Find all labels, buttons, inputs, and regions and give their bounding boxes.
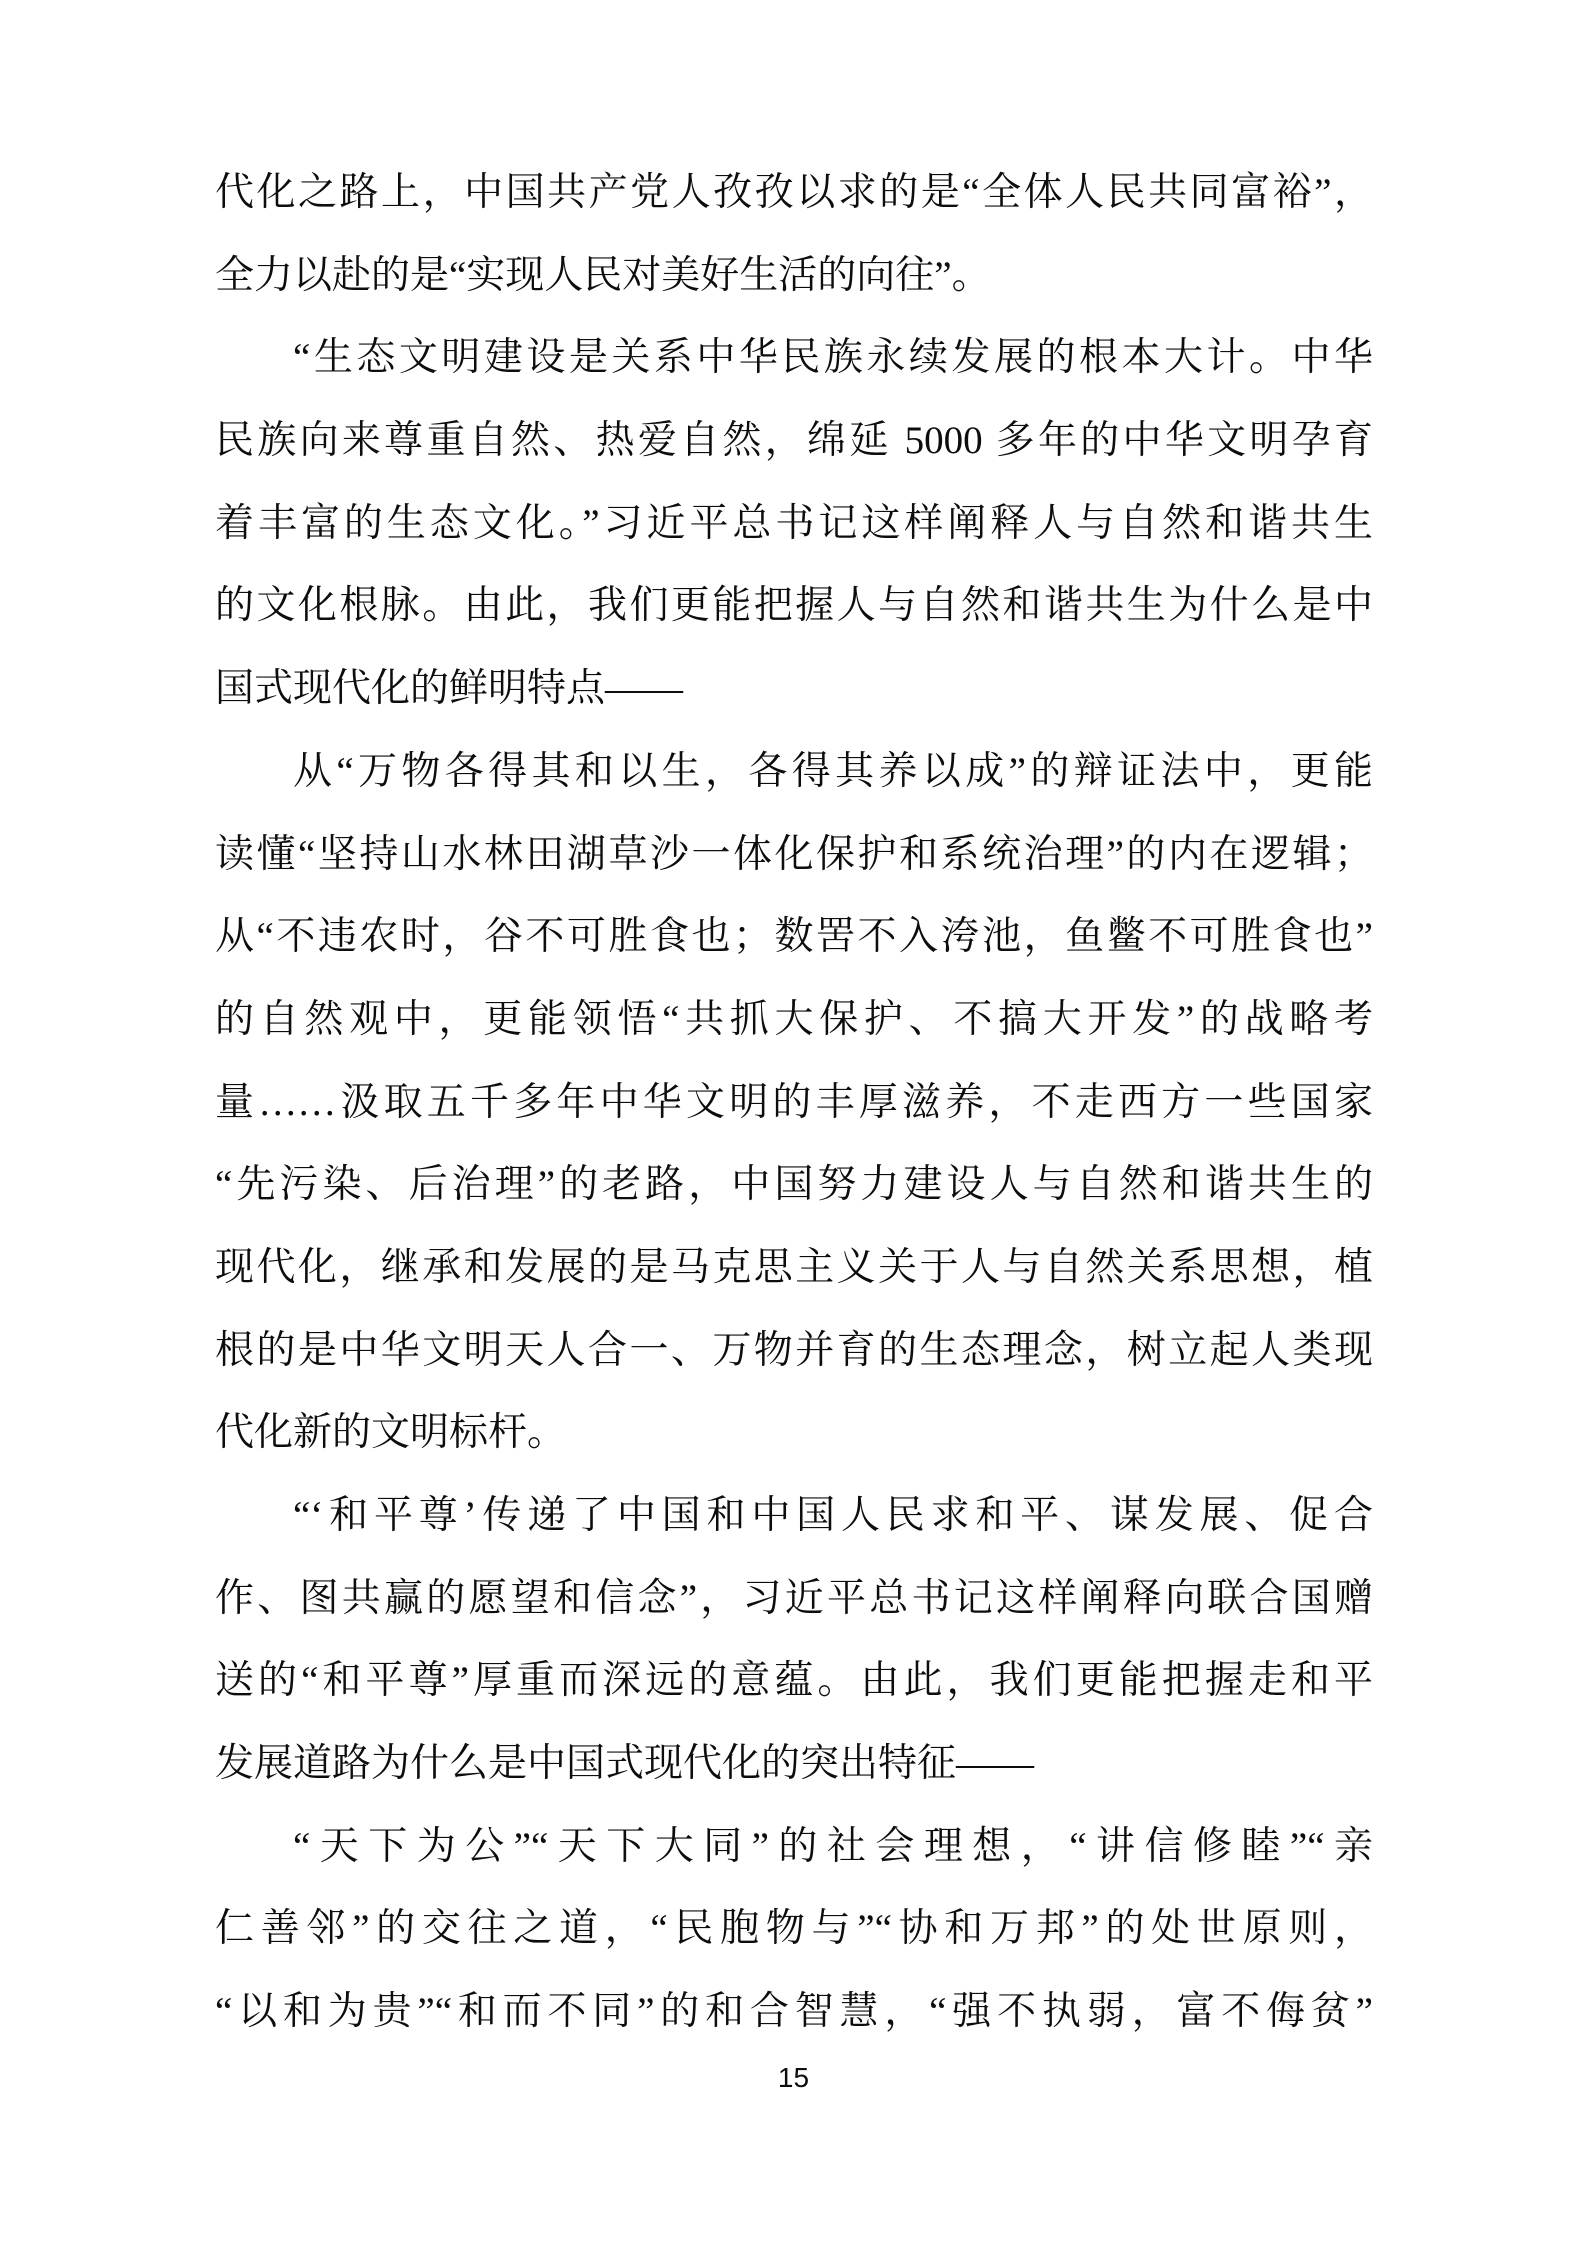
text-line: 现代化，继承和发展的是马克思主义关于人与自然关系思想，植 bbox=[215, 1245, 1373, 1289]
text-line: 量……汲取五千多年中华文明的丰厚滋养，不走西方一些国家 bbox=[215, 1080, 1373, 1124]
text-line: 代化新的文明标杆。 bbox=[215, 1411, 567, 1455]
text-line: “先污染、后治理”的老路，中国努力建设人与自然和谐共生的 bbox=[215, 1163, 1373, 1207]
text-line: 根的是中华文明天人合一、万物并育的生态理念，树立起人类现 bbox=[215, 1328, 1373, 1372]
text-line: 的文化根脉。由此，我们更能把握人与自然和谐共生为什么是中 bbox=[215, 584, 1373, 628]
body-text bbox=[215, 152, 1373, 2054]
text-line: “天下为公”“天下大同”的社会理想，“讲信修睦”“亲 bbox=[293, 1824, 1373, 1868]
text-line: “以和为贵”“和而不同”的和合智慧，“强不执弱，富不侮贫” bbox=[215, 1990, 1373, 2034]
text-line: “生态文明建设是关系中华民族永续发展的根本大计。中华 bbox=[293, 336, 1373, 380]
text-line: 的自然观中，更能领悟“共抓大保护、不搞大开发”的战略考 bbox=[215, 997, 1373, 1041]
text-line: 着丰富的生态文化。”习近平总书记这样阐释人与自然和谐共生 bbox=[215, 501, 1373, 545]
text-line: 读懂“坚持山水林田湖草沙一体化保护和系统治理”的内在逻辑； bbox=[215, 832, 1373, 876]
text-line: 送的“和平尊”厚重而深远的意蕴。由此，我们更能把握走和平 bbox=[215, 1659, 1373, 1703]
text-line: 全力以赴的是“实现人民对美好生活的向往”。 bbox=[215, 253, 991, 297]
text-line: 从“不违农时，谷不可胜食也；数罟不入洿池，鱼鳖不可胜食也” bbox=[215, 915, 1373, 959]
text-line: 代化之路上，中国共产党人孜孜以求的是“全体人民共同富裕”， bbox=[215, 171, 1373, 214]
text-line: 国式现代化的鲜明特点—— bbox=[215, 667, 684, 711]
text-line: “‘和平尊’传递了中国和中国人民求和平、谋发展、促合 bbox=[293, 1494, 1373, 1537]
text-line: 作、图共赢的愿望和信念”，习近平总书记这样阐释向联合国赠 bbox=[215, 1576, 1373, 1620]
text-line: 发展道路为什么是中国式现代化的突出特征—— bbox=[215, 1742, 1035, 1786]
text-line: 民族向来尊重自然、热爱自然，绵延 5000 多年的中华文明孕育 bbox=[215, 419, 1373, 463]
text-line: 仁善邻”的交往之道，“民胞物与”“协和万邦”的处世原则， bbox=[215, 1907, 1373, 1951]
page-number: 15 bbox=[777, 2062, 810, 2093]
text-line: 从“万物各得其和以生，各得其养以成”的辩证法中，更能 bbox=[293, 749, 1373, 793]
